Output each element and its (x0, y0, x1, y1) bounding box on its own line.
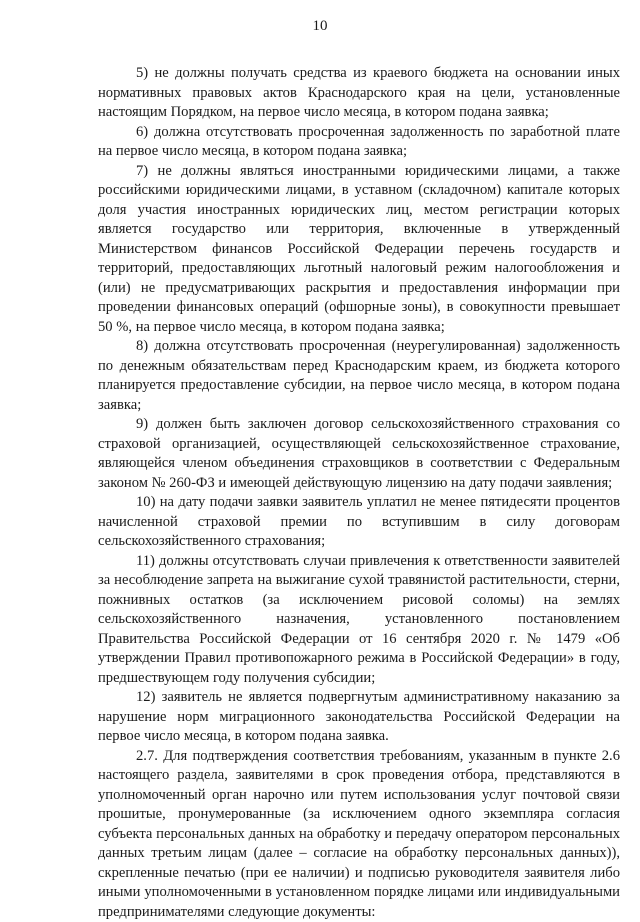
list-item-12: 12) заявитель не является подвергнутым административному наказанию за нарушение норм миграционного законодательства Российской Федерации на первое число месяца, в котором подана заявка. (98, 688, 620, 747)
page-number: 10 (0, 18, 640, 35)
list-item-8: 8) должна отсутствовать просроченная (неурегулированная) задолженность по денежным обязательствам перед Краснодарским краем, из бюджета которого планируется предоставление субсидии, на первое число месяца, в котором подана заявка; (98, 337, 620, 415)
section-2-7: 2.7. Для подтверждения соответствия требованиям, указанным в пункте 2.6 настоящего раздела, заявителями в срок проведения отбора, представляются в уполномоченный орган нарочно или путем использования услуг почтовой связи прошитые, пронумерованные (за исключением одного экземпляра согласия субъекта персональных данных на обработку и передачу оператором персональных данных третьим лицам (далее – согласие на обработку персональных данных)), скрепленные печатью (при ее наличии) и подписью руководителя заявителя либо иными уполномоченными в установленном порядке лицами или индивидуальными предпринимателями следующие документы: (98, 747, 620, 922)
list-item-6: 6) должна отсутствовать просроченная задолженность по заработной плате на первое число месяца, в котором подана заявка; (98, 123, 620, 162)
list-item-5: 5) не должны получать средства из краевого бюджета на основании иных нормативных правовых актов Краснодарского края на цели, установленные настоящим Порядком, на первое число месяца, в котором подана заявка; (98, 64, 620, 123)
list-item-11: 11) должны отсутствовать случаи привлечения к ответственности заявителей за несоблюдение запрета на выжигание сухой травянистой растительности, стерни, пожнивных остатков (за исключением рисовой соломы) на землях сельскохозяйственного назначения, установленного постановлением Правительства Российской Федерации от 16 сентября 2020 г. № 1479 «Об утверждении Правил противопожарного режима в Российской Федерации» в году, предшествующем году получения субсидии; (98, 552, 620, 689)
document-body (98, 64, 620, 922)
list-item-9: 9) должен быть заключен договор сельскохозяйственного страхования со страховой организацией, осуществляющей сельскохозяйственное страхование, являющейся членом объединения страховщиков в соответствии с Федеральным законом № 260-ФЗ и имеющей действующую лицензию на дату подачи заявления; (98, 415, 620, 493)
list-item-10: 10) на дату подачи заявки заявитель уплатил не менее пятидесяти процентов начисленной страховой премии по вступившим в силу договорам сельскохозяйственного страхования; (98, 493, 620, 552)
list-item-7: 7) не должны являться иностранными юридическими лицами, а также российскими юридическими лицами, в уставном (складочном) капитале которых доля участия иностранных юридических лиц, местом регистрации которых является государство или территория, включенные в утвержденный Министерством финансов Российской Федерации перечень государств и территорий, предоставляющих льготный налоговый режим налогообложения и (или) не предусматривающих раскрытия и предоставления информации при проведении финансовых операций (офшорные зоны), в совокупности превышает 50 %, на первое число месяца, в котором подана заявка; (98, 162, 620, 338)
